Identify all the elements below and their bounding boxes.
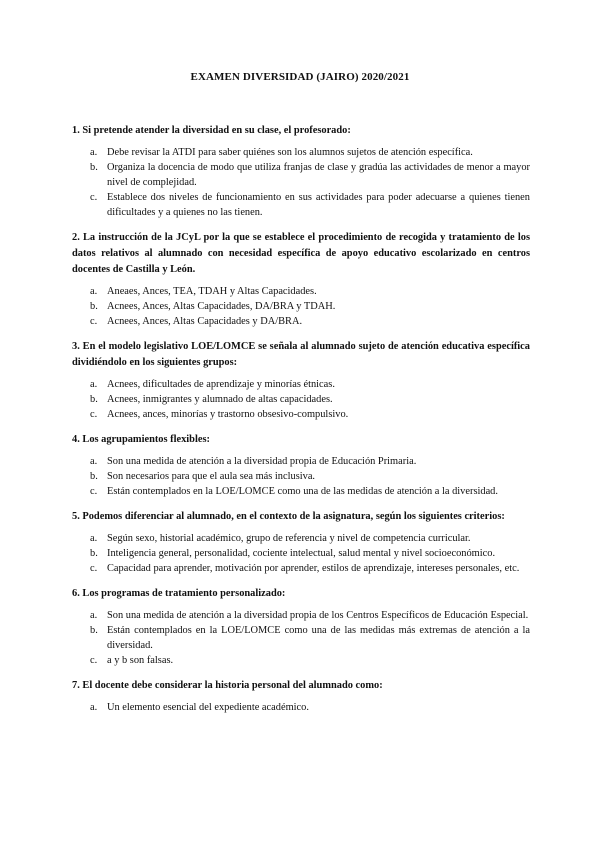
option-b bbox=[72, 623, 530, 653]
option-b bbox=[72, 546, 530, 561]
option-text: Acnees, inmigrantes y alumnado de altas capacidades. bbox=[107, 394, 333, 405]
question-text: 2. La instrucción de la JCyL por la que se establece el procedimiento de recogida y tratamiento de los datos relativos al alumnado con necesidad específica de apoyo educativo escolarizado en centros docentes de Castilla y León. bbox=[72, 232, 530, 275]
option-b bbox=[72, 392, 530, 407]
option-text: Están contemplados en la LOE/LOMCE como una de las medidas de atención a la diversidad. bbox=[107, 486, 498, 497]
option-list bbox=[72, 531, 530, 576]
option-text: Son una medida de atención a la diversidad propia de los Centros Específicos de Educación Especial. bbox=[107, 610, 529, 621]
option-letter: c. bbox=[90, 563, 98, 574]
option-letter: b. bbox=[90, 162, 98, 173]
option-letter: b. bbox=[90, 548, 98, 559]
option-text: Son necesarios para que el aula sea más inclusiva. bbox=[107, 471, 316, 482]
option-letter: b. bbox=[90, 301, 98, 312]
question-text: 3. En el modelo legislativo LOE/LOMCE se señala al alumnado sujeto de atención educativa específica dividiéndolo en los siguientes grupos: bbox=[72, 341, 530, 368]
option-b bbox=[72, 299, 530, 314]
option-text: Aneaes, Ances, TEA, TDAH y Altas Capacidades. bbox=[107, 286, 317, 297]
option-a bbox=[72, 284, 530, 299]
question-1 bbox=[72, 123, 530, 220]
option-text: Acnees, dificultades de aprendizaje y minorías étnicas. bbox=[107, 379, 335, 390]
option-text: Organiza la docencia de modo que utiliza franjas de clase y gradúa las actividades de menor a mayor nivel de complejidad. bbox=[107, 162, 530, 188]
option-list bbox=[72, 608, 530, 668]
question-4 bbox=[72, 432, 530, 499]
question-5 bbox=[72, 509, 530, 576]
option-list bbox=[72, 700, 530, 715]
option-letter: a. bbox=[90, 702, 98, 713]
option-list bbox=[72, 377, 530, 422]
option-text: Están contemplados en la LOE/LOMCE como una de las medidas más extremas de atención a la diversidad. bbox=[107, 625, 530, 651]
option-letter: a. bbox=[90, 379, 98, 390]
option-letter: c. bbox=[90, 316, 98, 327]
option-b bbox=[72, 160, 530, 190]
option-b bbox=[72, 469, 530, 484]
option-c bbox=[72, 190, 530, 220]
option-letter: a. bbox=[90, 456, 98, 467]
option-a bbox=[72, 531, 530, 546]
option-text: Acnees, Ances, Altas Capacidades y DA/BRA. bbox=[107, 316, 303, 327]
option-letter: c. bbox=[90, 655, 98, 666]
question-text: 1. Si pretende atender la diversidad en su clase, el profesorado: bbox=[72, 125, 351, 136]
question-7 bbox=[72, 678, 530, 715]
option-text: Acnees, Ances, Altas Capacidades, DA/BRA y TDAH. bbox=[107, 301, 336, 312]
question-text: 4. Los agrupamientos flexibles: bbox=[72, 434, 210, 445]
option-text: Capacidad para aprender, motivación por aprender, estilos de aprendizaje, intereses personales, etc. bbox=[107, 563, 520, 574]
option-list bbox=[72, 145, 530, 220]
option-letter: c. bbox=[90, 409, 98, 420]
option-letter: b. bbox=[90, 471, 98, 482]
option-c bbox=[72, 484, 530, 499]
option-list bbox=[72, 454, 530, 499]
option-a bbox=[72, 377, 530, 392]
option-list bbox=[72, 284, 530, 329]
option-letter: c. bbox=[90, 486, 98, 497]
option-letter: a. bbox=[90, 610, 98, 621]
option-a bbox=[72, 608, 530, 623]
option-letter: a. bbox=[90, 147, 98, 158]
option-letter: b. bbox=[90, 394, 98, 405]
option-text: Inteligencia general, personalidad, cociente intelectual, salud mental y nivel socioeconómico. bbox=[107, 548, 496, 559]
question-list bbox=[72, 123, 530, 725]
option-letter: a. bbox=[90, 286, 98, 297]
option-text: Acnees, ances, minorías y trastorno obsesivo-compulsivo. bbox=[107, 409, 349, 420]
document-title: EXAMEN DIVERSIDAD (JAIRO) 2020/2021 bbox=[190, 71, 410, 83]
option-letter: a. bbox=[90, 533, 98, 544]
option-a bbox=[72, 145, 530, 160]
question-6 bbox=[72, 586, 530, 668]
option-c bbox=[72, 653, 530, 668]
question-2 bbox=[72, 230, 530, 329]
option-text: Debe revisar la ATDI para saber quiénes son los alumnos sujetos de atención específica. bbox=[107, 147, 473, 158]
option-text: a y b son falsas. bbox=[107, 655, 174, 666]
option-a bbox=[72, 454, 530, 469]
option-text: Un elemento esencial del expediente académico. bbox=[107, 702, 309, 713]
option-c bbox=[72, 407, 530, 422]
option-text: Según sexo, historial académico, grupo de referencia y nivel de competencia curricular. bbox=[107, 533, 471, 544]
question-text: 6. Los programas de tratamiento personalizado: bbox=[72, 588, 286, 599]
option-a bbox=[72, 700, 530, 715]
question-text: 5. Podemos diferenciar al alumnado, en el contexto de la asignatura, según los siguientes criterios: bbox=[72, 511, 505, 522]
option-text: Son una medida de atención a la diversidad propia de Educación Primaria. bbox=[107, 456, 417, 467]
option-c bbox=[72, 561, 530, 576]
option-c bbox=[72, 314, 530, 329]
option-text: Establece dos niveles de funcionamiento en sus actividades para poder adecuarse a quienes tienen dificultades y a quienes no las tienen. bbox=[107, 192, 530, 218]
option-letter: c. bbox=[90, 192, 98, 203]
option-letter: b. bbox=[90, 625, 98, 636]
question-3 bbox=[72, 339, 530, 422]
question-text: 7. El docente debe considerar la historia personal del alumnado como: bbox=[72, 680, 383, 691]
